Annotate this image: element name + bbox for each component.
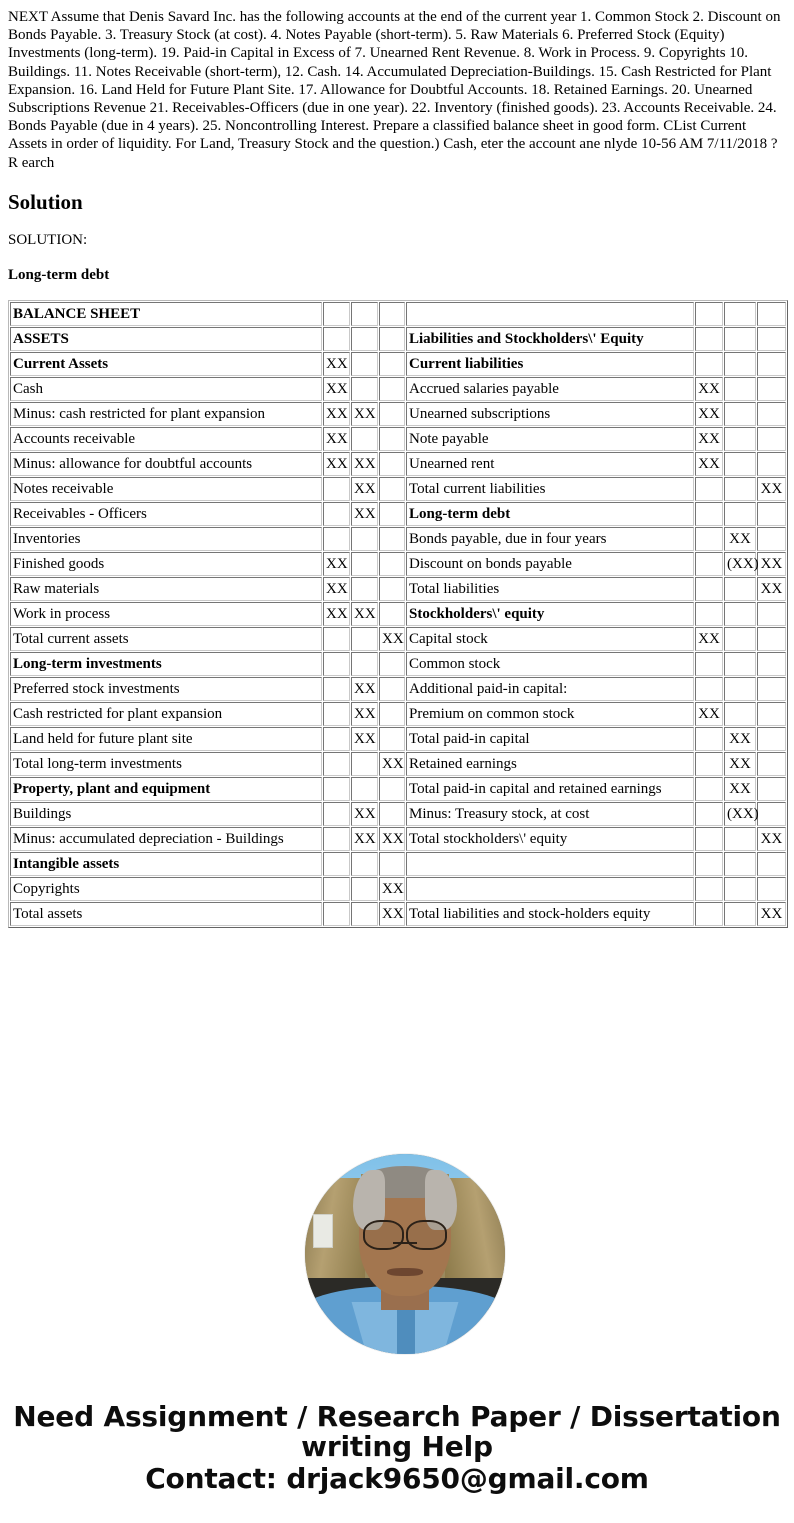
assets-label-cell: Total current assets	[10, 627, 322, 651]
liabilities-amount-cell-3: XX	[757, 477, 786, 501]
liabilities-label-cell: Additional paid-in capital:	[406, 677, 694, 701]
liabilities-amount-cell-3	[757, 602, 786, 626]
liabilities-amount-cell-2	[724, 402, 756, 426]
liabilities-label-cell: Total liabilities and stock-holders equity	[406, 902, 694, 926]
liabilities-amount-cell-1	[695, 852, 723, 876]
liabilities-amount-cell-1	[695, 777, 723, 801]
assets-amount-cell-3	[379, 377, 405, 401]
liabilities-amount-cell-2	[724, 677, 756, 701]
assets-label-cell: BALANCE SHEET	[10, 302, 322, 326]
assets-amount-cell-2: XX	[351, 602, 378, 626]
assets-amount-cell-3	[379, 727, 405, 751]
liabilities-label-cell: Unearned subscriptions	[406, 402, 694, 426]
table-row	[10, 327, 786, 351]
assets-amount-cell-2	[351, 627, 378, 651]
assets-amount-cell-3	[379, 702, 405, 726]
liabilities-amount-cell-3	[757, 527, 786, 551]
liabilities-amount-cell-2	[724, 377, 756, 401]
table-row	[10, 352, 786, 376]
liabilities-amount-cell-1	[695, 877, 723, 901]
table-row	[10, 727, 786, 751]
liabilities-amount-cell-2	[724, 702, 756, 726]
liabilities-amount-cell-3	[757, 702, 786, 726]
assets-amount-cell-3: XX	[379, 827, 405, 851]
liabilities-amount-cell-2	[724, 602, 756, 626]
table-row	[10, 702, 786, 726]
assets-amount-cell-2: XX	[351, 702, 378, 726]
table-row	[10, 577, 786, 601]
assets-amount-cell-1	[323, 902, 350, 926]
assets-amount-cell-1	[323, 327, 350, 351]
liabilities-amount-cell-2	[724, 877, 756, 901]
liabilities-amount-cell-1: XX	[695, 702, 723, 726]
liabilities-amount-cell-1	[695, 327, 723, 351]
table-row	[10, 852, 786, 876]
question-text: NEXT Assume that Denis Savard Inc. has the following accounts at the end of the current year 1. Common Stock 2. Discount on Bonds Payable. 3. Treasury Stock (at cost). 4. Notes Payable (short-term). 5. Raw Materials 6. Preferred Stock (Equity) Investments (long-term). 19. Paid-in Capital in Excess of 7. Unearned Rent Revenue. 8. Work in Process. 9. Copyrights 10. Buildings. 11. Notes Receivable (short-term), 12. Cash. 14. Accumulated Depreciation-Buildings. 15. Cash Restricted for Plant Expansion. 16. Land Held for Future Plant Site. 17. Allowance for Doubtful Accounts. 18. Retained Earnings. 20. Unearned Subscriptions Revenue 21. Receivables-Officers (due in one year). 22. Inventory (finished goods). 23. Accounts Receivable. 24. Bonds Payable (due in 4 years). 25. Noncontrolling Interest. Prepare a classified balance sheet in good form. CList Current Assets in order of liquidity. For Land, Treasury Stock and the question.) Cash, eter the account ane nlyde 10-56 AM 7/11/2018 ? R earch	[8, 9, 781, 171]
liabilities-amount-cell-3	[757, 427, 786, 451]
liabilities-label-cell: Capital stock	[406, 627, 694, 651]
assets-label-cell: Cash	[10, 377, 322, 401]
assets-label-cell: Work in process	[10, 602, 322, 626]
assets-label-cell: Notes receivable	[10, 477, 322, 501]
assets-amount-cell-2: XX	[351, 802, 378, 826]
assets-amount-cell-1: XX	[323, 577, 350, 601]
liabilities-amount-cell-2	[724, 652, 756, 676]
assets-amount-cell-1	[323, 477, 350, 501]
assets-label-cell: Raw materials	[10, 577, 322, 601]
assets-amount-cell-3	[379, 602, 405, 626]
liabilities-amount-cell-2	[724, 302, 756, 326]
assets-amount-cell-2	[351, 552, 378, 576]
table-row	[10, 602, 786, 626]
liabilities-amount-cell-1: XX	[695, 377, 723, 401]
liabilities-amount-cell-3	[757, 627, 786, 651]
assets-amount-cell-3	[379, 677, 405, 701]
assets-amount-cell-2	[351, 327, 378, 351]
assets-amount-cell-2	[351, 302, 378, 326]
table-row	[10, 377, 786, 401]
liabilities-label-cell: Note payable	[406, 427, 694, 451]
liabilities-amount-cell-3	[757, 877, 786, 901]
assets-label-cell: Receivables - Officers	[10, 502, 322, 526]
assets-amount-cell-3	[379, 577, 405, 601]
assets-amount-cell-3	[379, 777, 405, 801]
liabilities-amount-cell-2	[724, 427, 756, 451]
assets-amount-cell-1: XX	[323, 452, 350, 476]
liabilities-label-cell: Total paid-in capital and retained earnings	[406, 777, 694, 801]
liabilities-amount-cell-3: XX	[757, 902, 786, 926]
table-row	[10, 552, 786, 576]
liabilities-amount-cell-1	[695, 552, 723, 576]
avatar-background-switch	[313, 1214, 333, 1248]
assets-amount-cell-2	[351, 652, 378, 676]
assets-label-cell: Property, plant and equipment	[10, 777, 322, 801]
table-row	[10, 877, 786, 901]
assets-amount-cell-3	[379, 352, 405, 376]
assets-amount-cell-2: XX	[351, 477, 378, 501]
assets-label-cell: Finished goods	[10, 552, 322, 576]
assets-amount-cell-3: XX	[379, 877, 405, 901]
liabilities-amount-cell-1	[695, 752, 723, 776]
liabilities-amount-cell-3	[757, 402, 786, 426]
liabilities-amount-cell-1: XX	[695, 402, 723, 426]
liabilities-amount-cell-2: XX	[724, 727, 756, 751]
assets-label-cell: Current Assets	[10, 352, 322, 376]
liabilities-amount-cell-1	[695, 527, 723, 551]
assets-amount-cell-1	[323, 302, 350, 326]
footer-line-3: Contact: drjack9650@gmail.com	[145, 1462, 649, 1496]
assets-label-cell: Accounts receivable	[10, 427, 322, 451]
assets-amount-cell-3	[379, 327, 405, 351]
assets-label-cell: Buildings	[10, 802, 322, 826]
assets-amount-cell-3	[379, 802, 405, 826]
table-row	[10, 427, 786, 451]
liabilities-amount-cell-2	[724, 627, 756, 651]
liabilities-amount-cell-3	[757, 752, 786, 776]
liabilities-amount-cell-3	[757, 327, 786, 351]
liabilities-amount-cell-2: XX	[724, 527, 756, 551]
liabilities-amount-cell-1	[695, 502, 723, 526]
assets-amount-cell-2: XX	[351, 402, 378, 426]
liabilities-amount-cell-2	[724, 352, 756, 376]
assets-amount-cell-2: XX	[351, 827, 378, 851]
assets-amount-cell-2: XX	[351, 727, 378, 751]
table-row	[10, 402, 786, 426]
assets-amount-cell-1	[323, 527, 350, 551]
assets-amount-cell-1	[323, 852, 350, 876]
solution-label: SOLUTION:	[8, 232, 88, 249]
liabilities-amount-cell-3	[757, 652, 786, 676]
assets-label-cell: Long-term investments	[10, 652, 322, 676]
assets-amount-cell-1	[323, 502, 350, 526]
avatar-glasses-lens-right	[406, 1220, 447, 1250]
liabilities-amount-cell-1	[695, 827, 723, 851]
solution-heading: Solution	[8, 189, 83, 214]
assets-amount-cell-3: XX	[379, 627, 405, 651]
liabilities-amount-cell-3	[757, 852, 786, 876]
assets-label-cell: Minus: allowance for doubtful accounts	[10, 452, 322, 476]
table-row	[10, 802, 786, 826]
assets-amount-cell-3	[379, 452, 405, 476]
liabilities-amount-cell-3: XX	[757, 552, 786, 576]
liabilities-amount-cell-2	[724, 902, 756, 926]
assets-label-cell: Minus: accumulated depreciation - Buildings	[10, 827, 322, 851]
assets-amount-cell-2	[351, 852, 378, 876]
avatar-tie	[397, 1310, 415, 1354]
footer-line-2: writing Help	[301, 1430, 493, 1464]
assets-amount-cell-3	[379, 502, 405, 526]
table-row	[10, 452, 786, 476]
liabilities-amount-cell-1	[695, 677, 723, 701]
liabilities-amount-cell-2: (XX)	[724, 802, 756, 826]
assets-label-cell: ASSETS	[10, 327, 322, 351]
table-row	[10, 677, 786, 701]
table-row	[10, 652, 786, 676]
liabilities-amount-cell-3	[757, 727, 786, 751]
assets-amount-cell-1	[323, 777, 350, 801]
liabilities-amount-cell-3: XX	[757, 577, 786, 601]
table-row	[10, 527, 786, 551]
liabilities-amount-cell-2	[724, 577, 756, 601]
assets-amount-cell-3	[379, 477, 405, 501]
assets-label-cell: Land held for future plant site	[10, 727, 322, 751]
assets-amount-cell-1	[323, 652, 350, 676]
liabilities-amount-cell-2: XX	[724, 752, 756, 776]
assets-amount-cell-3	[379, 852, 405, 876]
liabilities-amount-cell-1	[695, 477, 723, 501]
liabilities-label-cell: Total liabilities	[406, 577, 694, 601]
assets-amount-cell-1: XX	[323, 552, 350, 576]
assets-label-cell: Minus: cash restricted for plant expansion	[10, 402, 322, 426]
assets-amount-cell-1	[323, 627, 350, 651]
assets-amount-cell-2	[351, 752, 378, 776]
assets-amount-cell-2	[351, 352, 378, 376]
liabilities-label-cell: Retained earnings	[406, 752, 694, 776]
liabilities-amount-cell-1: XX	[695, 627, 723, 651]
liabilities-amount-cell-2	[724, 327, 756, 351]
table-row	[10, 752, 786, 776]
liabilities-amount-cell-3	[757, 677, 786, 701]
table-row	[10, 502, 786, 526]
liabilities-amount-cell-2: (XX)	[724, 552, 756, 576]
liabilities-amount-cell-3	[757, 452, 786, 476]
liabilities-amount-cell-1	[695, 727, 723, 751]
liabilities-label-cell: Discount on bonds payable	[406, 552, 694, 576]
avatar-glasses-lens-left	[363, 1220, 404, 1250]
assets-amount-cell-3	[379, 652, 405, 676]
assets-amount-cell-1	[323, 802, 350, 826]
avatar-glasses-bridge	[393, 1242, 417, 1244]
liabilities-label-cell: Stockholders\' equity	[406, 602, 694, 626]
liabilities-label-cell: Total stockholders\' equity	[406, 827, 694, 851]
assets-amount-cell-3	[379, 302, 405, 326]
liabilities-label-cell: Common stock	[406, 652, 694, 676]
assets-amount-cell-2	[351, 427, 378, 451]
table-row	[10, 627, 786, 651]
assets-amount-cell-3: XX	[379, 752, 405, 776]
liabilities-label-cell	[406, 877, 694, 901]
avatar-container	[8, 1154, 794, 1354]
assets-amount-cell-1: XX	[323, 402, 350, 426]
liabilities-amount-cell-1	[695, 652, 723, 676]
footer-line-1: Need Assignment / Research Paper / Dissertation	[13, 1400, 781, 1434]
assets-amount-cell-1	[323, 727, 350, 751]
assets-amount-cell-3	[379, 552, 405, 576]
assets-amount-cell-1	[323, 702, 350, 726]
liabilities-amount-cell-1: XX	[695, 452, 723, 476]
liabilities-amount-cell-2	[724, 827, 756, 851]
assets-amount-cell-2: XX	[351, 452, 378, 476]
table-row	[10, 777, 786, 801]
liabilities-amount-cell-3	[757, 777, 786, 801]
assets-amount-cell-3: XX	[379, 902, 405, 926]
avatar	[305, 1154, 505, 1354]
liabilities-amount-cell-2	[724, 477, 756, 501]
liabilities-label-cell: Premium on common stock	[406, 702, 694, 726]
liabilities-amount-cell-2: XX	[724, 777, 756, 801]
liabilities-label-cell: Total current liabilities	[406, 477, 694, 501]
liabilities-amount-cell-1	[695, 352, 723, 376]
liabilities-amount-cell-3	[757, 377, 786, 401]
liabilities-amount-cell-1	[695, 602, 723, 626]
liabilities-amount-cell-1	[695, 302, 723, 326]
liabilities-label-cell	[406, 302, 694, 326]
assets-label-cell: Total assets	[10, 902, 322, 926]
liabilities-label-cell: Long-term debt	[406, 502, 694, 526]
liabilities-label-cell: Current liabilities	[406, 352, 694, 376]
assets-amount-cell-1: XX	[323, 602, 350, 626]
assets-amount-cell-2	[351, 577, 378, 601]
assets-amount-cell-2	[351, 777, 378, 801]
liabilities-label-cell: Accrued salaries payable	[406, 377, 694, 401]
liabilities-amount-cell-3	[757, 302, 786, 326]
liabilities-amount-cell-2	[724, 502, 756, 526]
assets-amount-cell-1	[323, 752, 350, 776]
liabilities-label-cell: Total paid-in capital	[406, 727, 694, 751]
assets-amount-cell-3	[379, 527, 405, 551]
assets-amount-cell-2	[351, 902, 378, 926]
table-row	[10, 827, 786, 851]
liabilities-label-cell	[406, 852, 694, 876]
assets-amount-cell-3	[379, 427, 405, 451]
liabilities-amount-cell-1	[695, 802, 723, 826]
assets-amount-cell-2: XX	[351, 677, 378, 701]
table-row	[10, 477, 786, 501]
liabilities-amount-cell-3	[757, 502, 786, 526]
assets-label-cell: Copyrights	[10, 877, 322, 901]
assets-label-cell: Inventories	[10, 527, 322, 551]
liabilities-amount-cell-2	[724, 452, 756, 476]
assets-amount-cell-1: XX	[323, 352, 350, 376]
assets-label-cell: Preferred stock investments	[10, 677, 322, 701]
balance-sheet-table	[8, 300, 788, 928]
liabilities-label-cell: Minus: Treasury stock, at cost	[406, 802, 694, 826]
liabilities-amount-cell-2	[724, 852, 756, 876]
liabilities-amount-cell-1	[695, 577, 723, 601]
assets-amount-cell-2	[351, 527, 378, 551]
assets-label-cell: Cash restricted for plant expansion	[10, 702, 322, 726]
assets-amount-cell-1	[323, 677, 350, 701]
assets-amount-cell-2	[351, 377, 378, 401]
liabilities-amount-cell-3	[757, 352, 786, 376]
avatar-mouth	[387, 1268, 423, 1276]
assets-amount-cell-1: XX	[323, 377, 350, 401]
assets-label-cell: Intangible assets	[10, 852, 322, 876]
assets-amount-cell-1: XX	[323, 427, 350, 451]
table-row	[10, 302, 786, 326]
assets-amount-cell-3	[379, 402, 405, 426]
assets-label-cell: Total long-term investments	[10, 752, 322, 776]
liabilities-label-cell: Liabilities and Stockholders\' Equity	[406, 327, 694, 351]
long-term-debt-subheading: Long-term debt	[8, 267, 110, 284]
liabilities-amount-cell-1: XX	[695, 427, 723, 451]
assets-amount-cell-1	[323, 827, 350, 851]
table-row	[10, 902, 786, 926]
liabilities-amount-cell-1	[695, 902, 723, 926]
footer-call-to-action	[8, 1402, 786, 1494]
liabilities-label-cell: Unearned rent	[406, 452, 694, 476]
assets-amount-cell-2: XX	[351, 502, 378, 526]
liabilities-amount-cell-3	[757, 802, 786, 826]
assets-amount-cell-1	[323, 877, 350, 901]
liabilities-amount-cell-3: XX	[757, 827, 786, 851]
liabilities-label-cell: Bonds payable, due in four years	[406, 527, 694, 551]
assets-amount-cell-2	[351, 877, 378, 901]
